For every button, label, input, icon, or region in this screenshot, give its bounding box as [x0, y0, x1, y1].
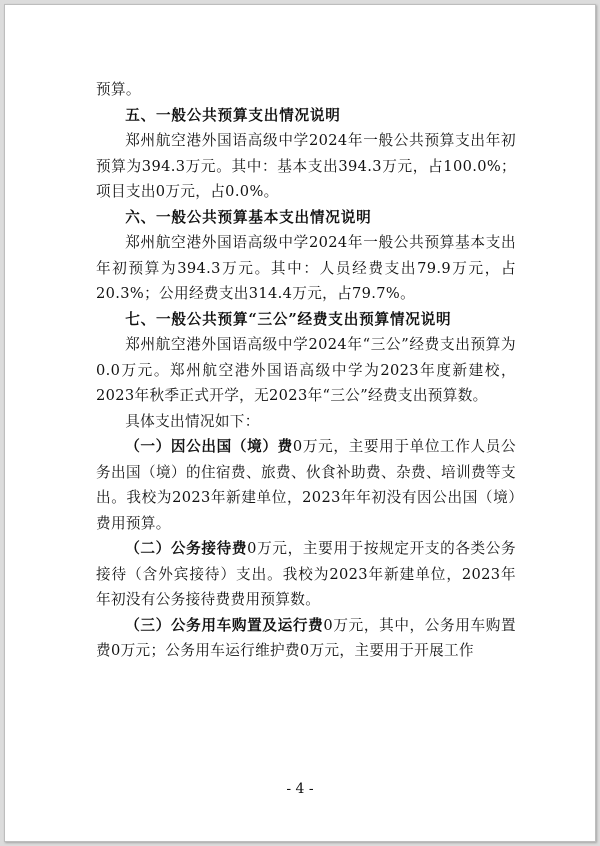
paragraph-basic-expenditure: 郑州航空港外国语高级中学2024年一般公共预算基本支出年初预算为394.3万元。其中：人员经费支出79.9万元，占20.3%；公用经费支出314.4万元，占79.7%。 [96, 234, 516, 302]
paragraph-overseas-travel [96, 434, 516, 536]
section-heading-7: 七、一般公共预算“三公”经费支出预算情况说明 [125, 310, 452, 328]
paragraph-details-intro: 具体支出情况如下： [125, 412, 260, 430]
paragraph-three-public-expenses: 郑州航空港外国语高级中学2024年“三公”经费支出预算为0.0万元。郑州航空港外国语高级中学为2023年度新建校，2023年秋季正式开学，无2023年“三公”经费支出预算数。 [96, 336, 516, 404]
document-page [4, 4, 596, 842]
section-heading-5: 五、一般公共预算支出情况说明 [125, 106, 341, 124]
subheading-overseas-travel: （一）因公出国（境）费 [125, 438, 293, 455]
section-heading-6: 六、一般公共预算基本支出情况说明 [125, 208, 372, 226]
page-number: - 4 - [286, 781, 314, 797]
text-official-vehicles: 0万元，其中，公务用车购置费0万元；公务用车运行维护费0万元，主要用于开展工作 [96, 616, 516, 659]
paragraph-official-vehicles [96, 613, 516, 664]
text-overseas-travel: 0万元，主要用于单位工作人员公务出国（境）的住宿费、旅费、伙食补助费、杂费、培训费等支出。我校为2023年新建单位，2023年年初没有因公出国（境）费用预算。 [96, 438, 516, 532]
paragraph-official-reception [96, 536, 516, 613]
subheading-official-vehicles: （三）公务用车购置及运行费 [125, 616, 324, 634]
document-body [96, 77, 516, 664]
text-official-reception: 0万元，主要用于按规定开支的各类公务接待（含外宾接待）支出。我校为2023年新建单位，2023年年初没有公务接待费费用预算数。 [96, 540, 516, 608]
subheading-official-reception: （二）公务接待费 [125, 540, 248, 557]
paragraph-budget-expenditure: 郑州航空港外国语高级中学2024年一般公共预算支出年初预算为394.3万元。其中：基本支出394.3万元，占100.0%；项目支出0万元，占0.0%。 [96, 132, 516, 200]
paragraph-continuation: 预算。 [96, 81, 141, 98]
